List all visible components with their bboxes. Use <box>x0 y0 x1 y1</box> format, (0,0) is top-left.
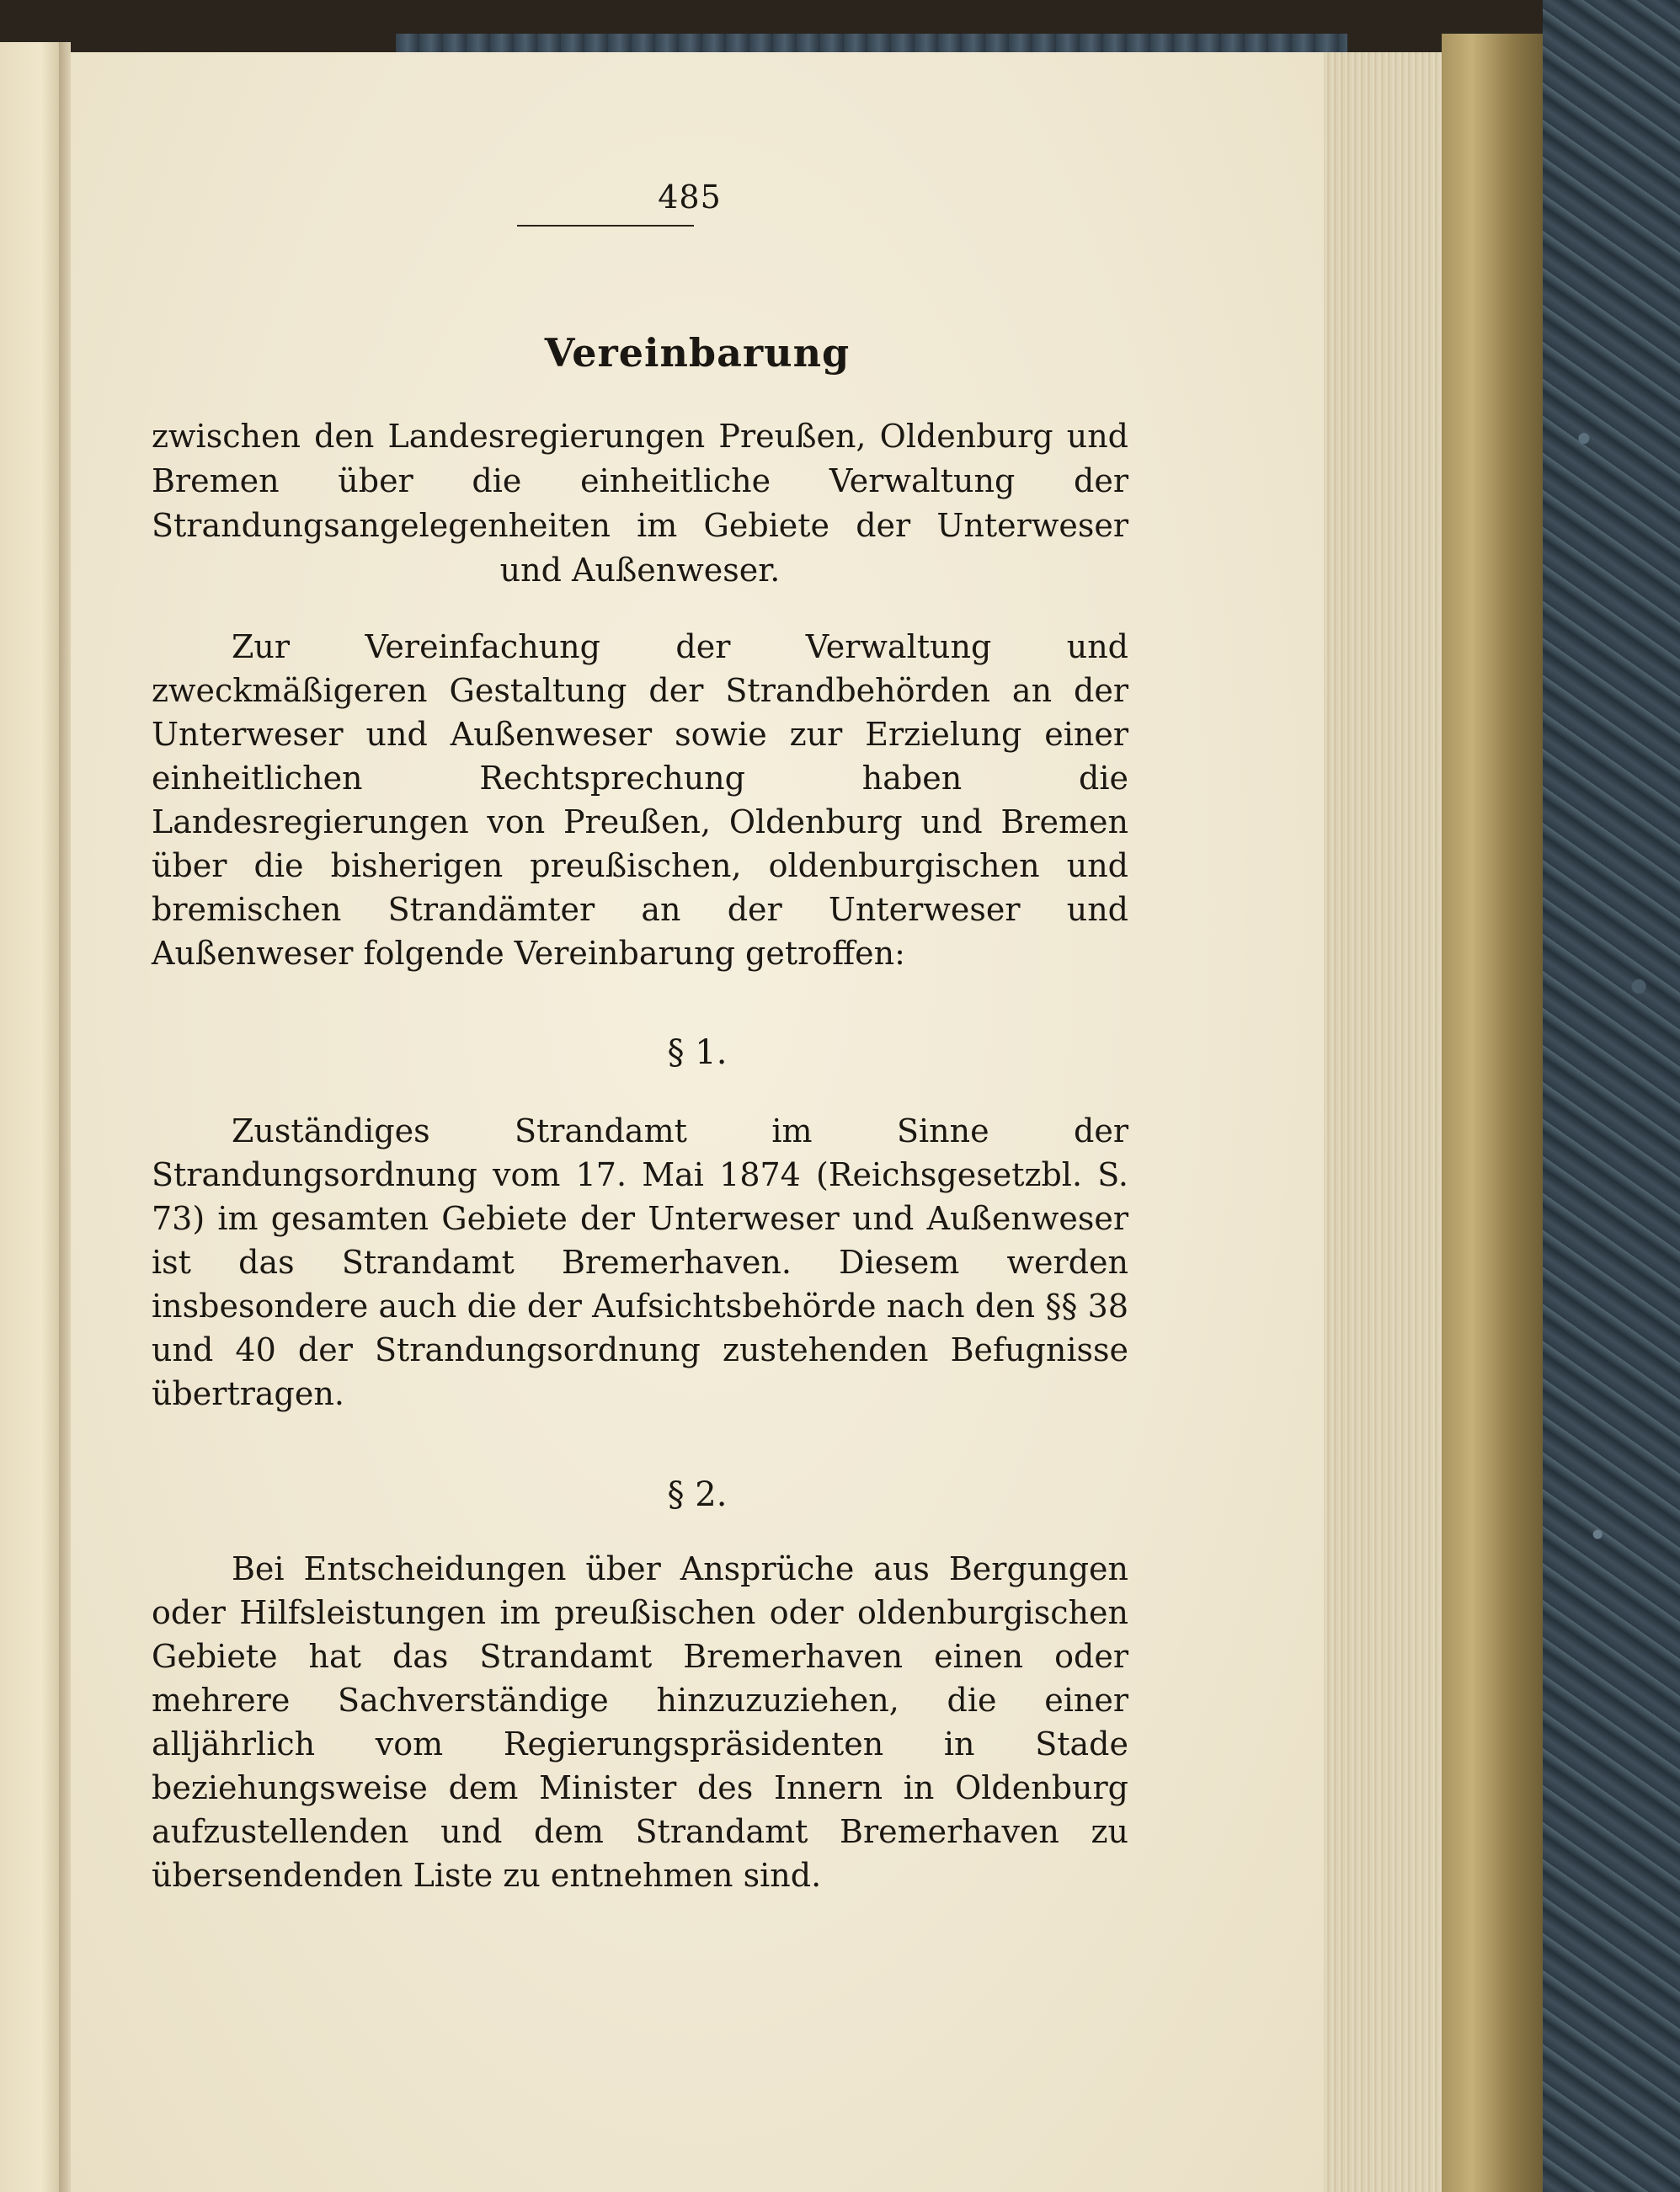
document-subtitle: zwischen den Landesregierungen Preußen, Oldenburg und Bremen über die einheitliche Verwaltung der Strandungsangelegenheiten im Gebiete der Unterweser und Außenweser. <box>152 418 1128 589</box>
page-block-edges <box>1324 52 1442 2192</box>
page-number: 485 <box>658 179 722 216</box>
section-text-2: Bei Entscheidungen über Ansprüche aus Bergungen oder Hilfsleistungen im preußischen oder oldenburgischen Gebiete hat das Strandamt Bremerhaven einen oder mehrere Sachverständige hinzuzuziehen, die einer alljährlich vom Regierungspräsidenten in Stade beziehungsweise dem Minister des Innern in Oldenburg aufzustellenden und dem Strandamt Bremerhaven zu übersendenden Liste zu entnehmen sind. <box>152 1550 1128 1894</box>
book-page <box>71 52 1324 2192</box>
book-gutter <box>59 42 71 2192</box>
section-heading-2: § 2. <box>667 1475 728 1514</box>
section-heading-1: § 1. <box>667 1033 728 1072</box>
page-number-rule <box>517 225 694 227</box>
document-title: Vereinbarung <box>544 330 851 376</box>
section-text-1: Zuständiges Strandamt im Sinne der Strandungsordnung vom 17. Mai 1874 (Reichsgesetzbl. S. 73) im gesamten Gebiete der Unterweser und Außenweser ist das Strandamt Bremerhaven. Diesem werden insbesondere auch die der Aufsichtsbehörde nach den §§ 38 und 40 der Strandungsordnung zustehenden Befugnisse übertragen. <box>152 1112 1128 1412</box>
page-content <box>71 52 1324 2192</box>
facing-page-edge <box>0 42 61 2192</box>
intro-paragraph: Zur Vereinfachung der Verwaltung und zweckmäßigeren Gestaltung der Strandbehörden an der Unterweser und Außenweser sowie zur Erzielung einer einheitlichen Rechtsprechung haben die Landesregierungen von Preußen, Oldenburg und Bremen über die bisherigen preußischen, oldenburgischen und bremischen Strandämter an der Unterweser und Außenweser folgende Vereinbarung getroffen: <box>152 628 1128 972</box>
marbled-endpaper <box>1543 0 1680 2192</box>
marbled-top-edge <box>396 34 1347 54</box>
book-cover-edge <box>1442 34 1543 2192</box>
